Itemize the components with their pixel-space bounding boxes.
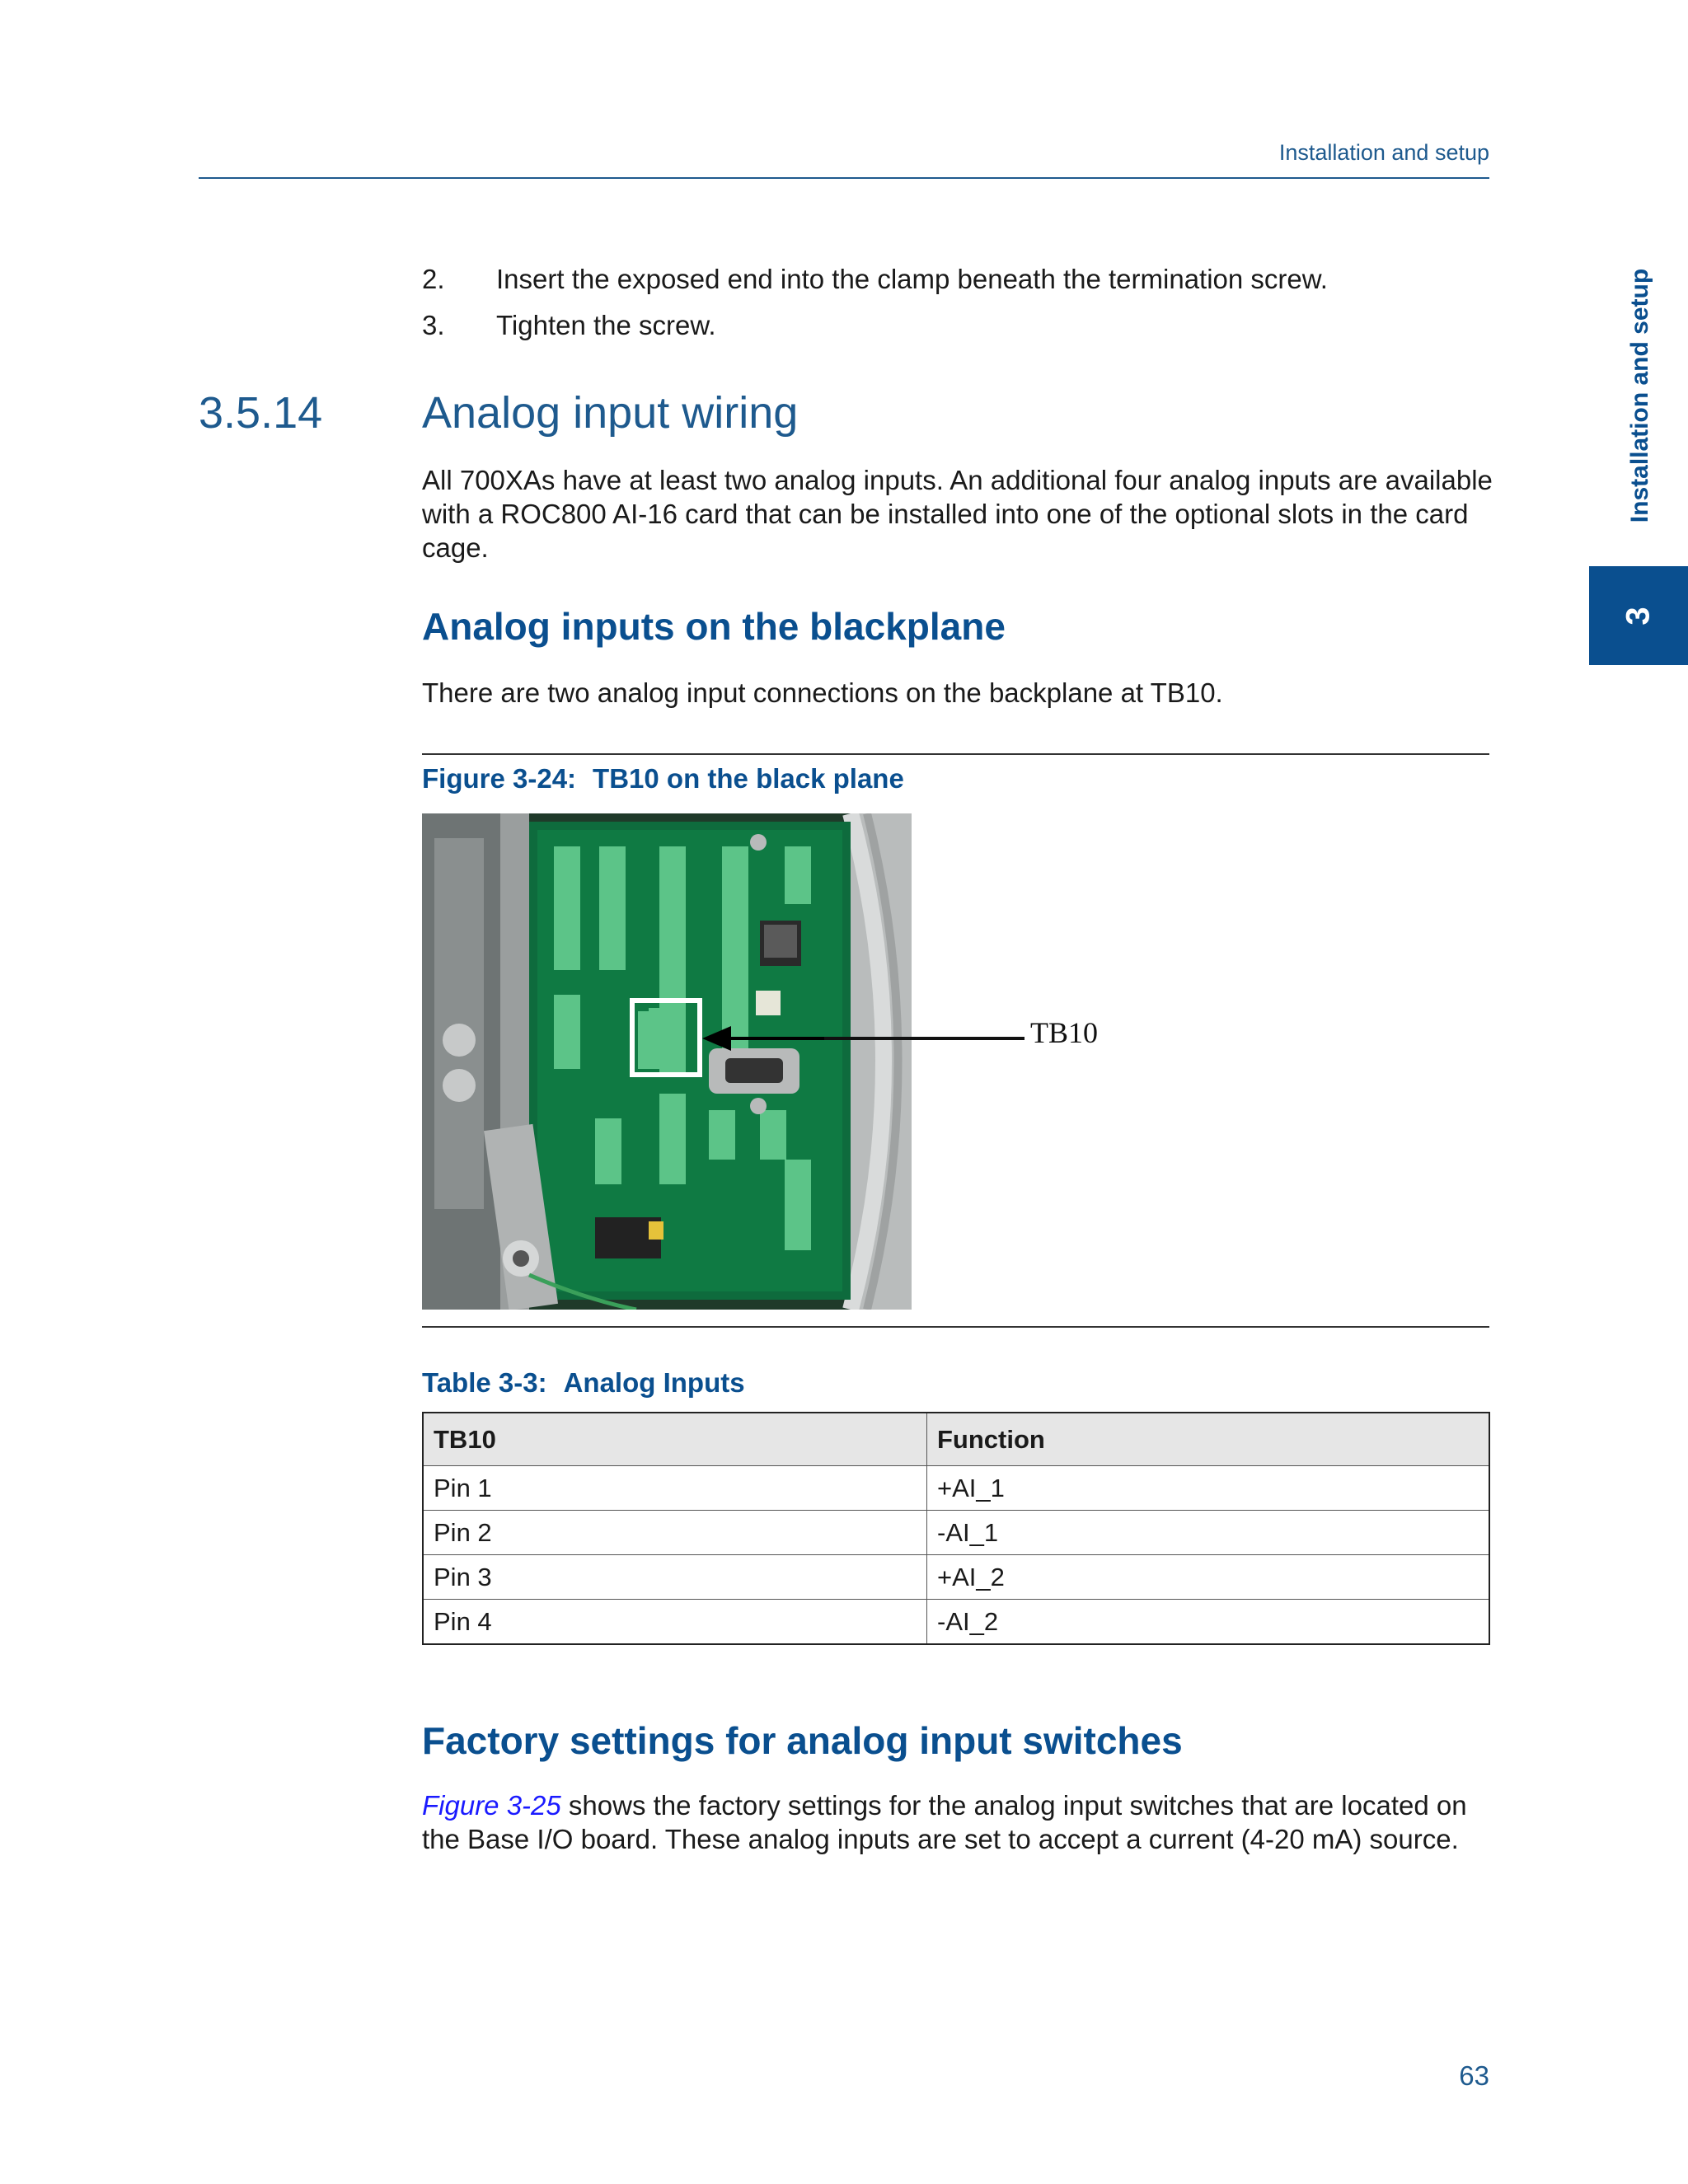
chapter-number: 3 — [1620, 606, 1657, 626]
callout-line — [824, 1037, 1025, 1040]
table-row — [423, 1600, 1489, 1645]
figure-bottom-rule — [422, 1326, 1489, 1328]
table-cell: Pin 2 — [423, 1511, 927, 1555]
figure-link[interactable]: Figure 3-25 — [422, 1790, 561, 1821]
chapter-tab — [1589, 566, 1688, 665]
figure-caption — [422, 763, 904, 794]
table-title: Analog Inputs — [563, 1367, 745, 1398]
table-caption — [422, 1367, 745, 1399]
subsection-text: There are two analog input connections on the backplane at TB10. — [422, 677, 1223, 708]
table-cell: +AI_2 — [927, 1555, 1490, 1600]
side-tab — [1615, 268, 1665, 523]
table-cell: -AI_1 — [927, 1511, 1490, 1555]
header-rule — [199, 177, 1489, 179]
side-tab-label: Installation and setup — [1626, 268, 1653, 523]
table-cell: Pin 4 — [423, 1600, 927, 1645]
step-item — [422, 310, 716, 341]
figure-label: Figure 3-24: — [422, 763, 577, 794]
circuit-board-image — [422, 813, 912, 1310]
figure-callout-label: TB10 — [1030, 1016, 1099, 1049]
step-text: Insert the exposed end into the clamp beneath the termination screw. — [496, 264, 1328, 294]
table-row — [423, 1555, 1489, 1600]
table-cell: Pin 1 — [423, 1466, 927, 1511]
step-number: 3. — [422, 310, 445, 340]
step-number: 2. — [422, 264, 445, 294]
figure-photo — [422, 813, 912, 1310]
figure-top-rule — [422, 753, 1489, 755]
table-header-row — [423, 1413, 1489, 1466]
section-intro: All 700XAs have at least two analog inputs. An additional four analog inputs are available with a ROC800 AI-16 card that can be installed into one of the optional slots in the card cage. — [422, 465, 1493, 563]
subsection-text-body: shows the factory settings for the analog input switches that are located on the Base I/O board. These analog inputs are set to accept a current (4-20 mA) source. — [422, 1790, 1467, 1854]
subsection-heading: Factory settings for analog input switches — [422, 1719, 1183, 1762]
table-label: Table 3-3: — [422, 1367, 547, 1398]
section-title: Analog input wiring — [422, 388, 799, 438]
step-item — [422, 264, 1328, 295]
table-row — [423, 1466, 1489, 1511]
table-row — [423, 1511, 1489, 1555]
section-number: 3.5.14 — [199, 388, 323, 438]
running-header: Installation and setup — [1278, 140, 1489, 165]
table-header-cell: TB10 — [423, 1413, 927, 1466]
figure-title: TB10 on the black plane — [593, 763, 904, 794]
subsection-heading: Analog inputs on the blackplane — [422, 605, 1006, 648]
table-header-cell: Function — [927, 1413, 1490, 1466]
analog-inputs-table — [422, 1412, 1490, 1645]
table-cell: +AI_1 — [927, 1466, 1490, 1511]
step-text: Tighten the screw. — [496, 310, 716, 340]
subsection-text — [422, 1788, 1493, 1856]
table-cell: Pin 3 — [423, 1555, 927, 1600]
page-number: 63 — [1459, 2060, 1489, 2091]
table-cell: -AI_2 — [927, 1600, 1490, 1645]
